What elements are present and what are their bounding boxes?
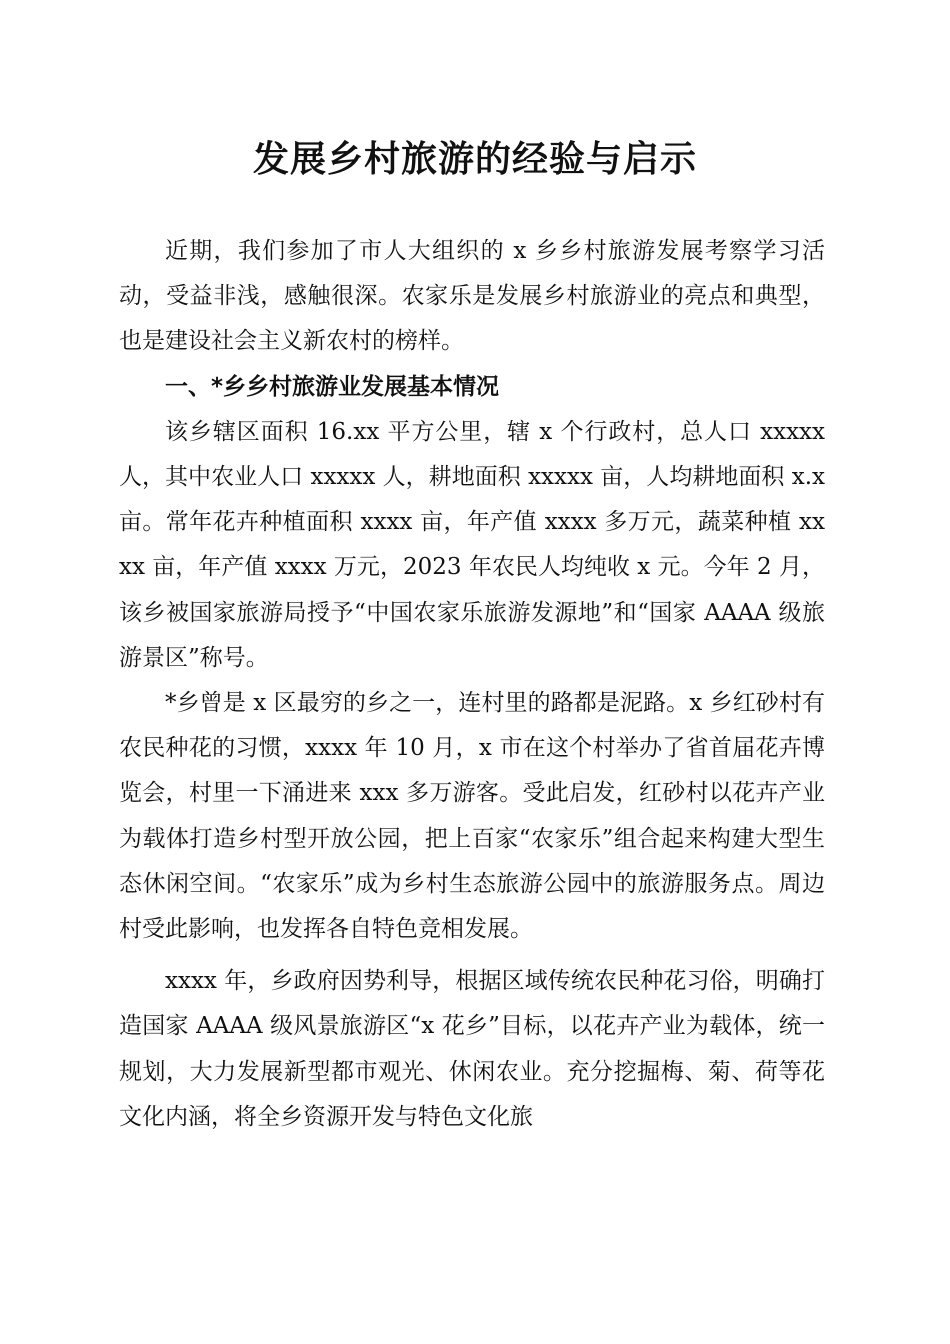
section-heading: 一、*乡乡村旅游业发展基本情况 <box>165 373 500 400</box>
document-title: 发展乡村旅游的经验与启示 <box>252 138 697 180</box>
intro-paragraph: 近期，我们参加了市人大组织的 x 乡乡村旅游发展考察学习活动，受益非浅，感触很深。农家乐是发展乡村旅游业的亮点和典型，也是建设社会主义新农村的榜样。 <box>119 238 825 355</box>
document-body <box>119 229 825 1140</box>
body-paragraph-development: xxxx 年，乡政府因势利导，根据区域传统农民种花习俗，明确打造国家 AAAA 级风景旅游区“x 花乡”目标，以花卉产业为载体，统一规划，大力发展新型都市观光、休闲农业。充分挖掘梅、菊、荷等花文化内涵，将全乡资源开发与特色文化旅 <box>119 968 825 1130</box>
body-paragraph-history: *乡曾是 x 区最穷的乡之一，连村里的路都是泥路。x 乡红砂村有农民种花的习惯，xxxx 年 10 月，x 市在这个村举办了省首届花卉博览会，村里一下涌进来 xxx 多万游客。受此启发，红砂村以花卉产业为载体打造乡村型开放公园，把上百家“农家乐”组合起来构建大型生态休闲空间。“农家乐”成为乡村生态旅游公园中的旅游服务点。周边村受此影响，也发挥各自特色竞相发展。 <box>119 690 825 943</box>
body-paragraph-overview: 该乡辖区面积 16.xx 平方公里，辖 x 个行政村，总人口 xxxxx 人，其中农业人口 xxxxx 人，耕地面积 xxxxx 亩，人均耕地面积 x.x 亩。常年花卉种植面积 xxxx 亩，年产值 xxxx 多万元，蔬菜种植 xxxx 亩，年产值 xxxx 万元，2023 年农民人均纯收 x 元。今年 2 月，该乡被国家旅游局授予“中国农家乐旅游发源地”和“国家 AAAA 级旅游景区”称号。 <box>119 418 825 671</box>
